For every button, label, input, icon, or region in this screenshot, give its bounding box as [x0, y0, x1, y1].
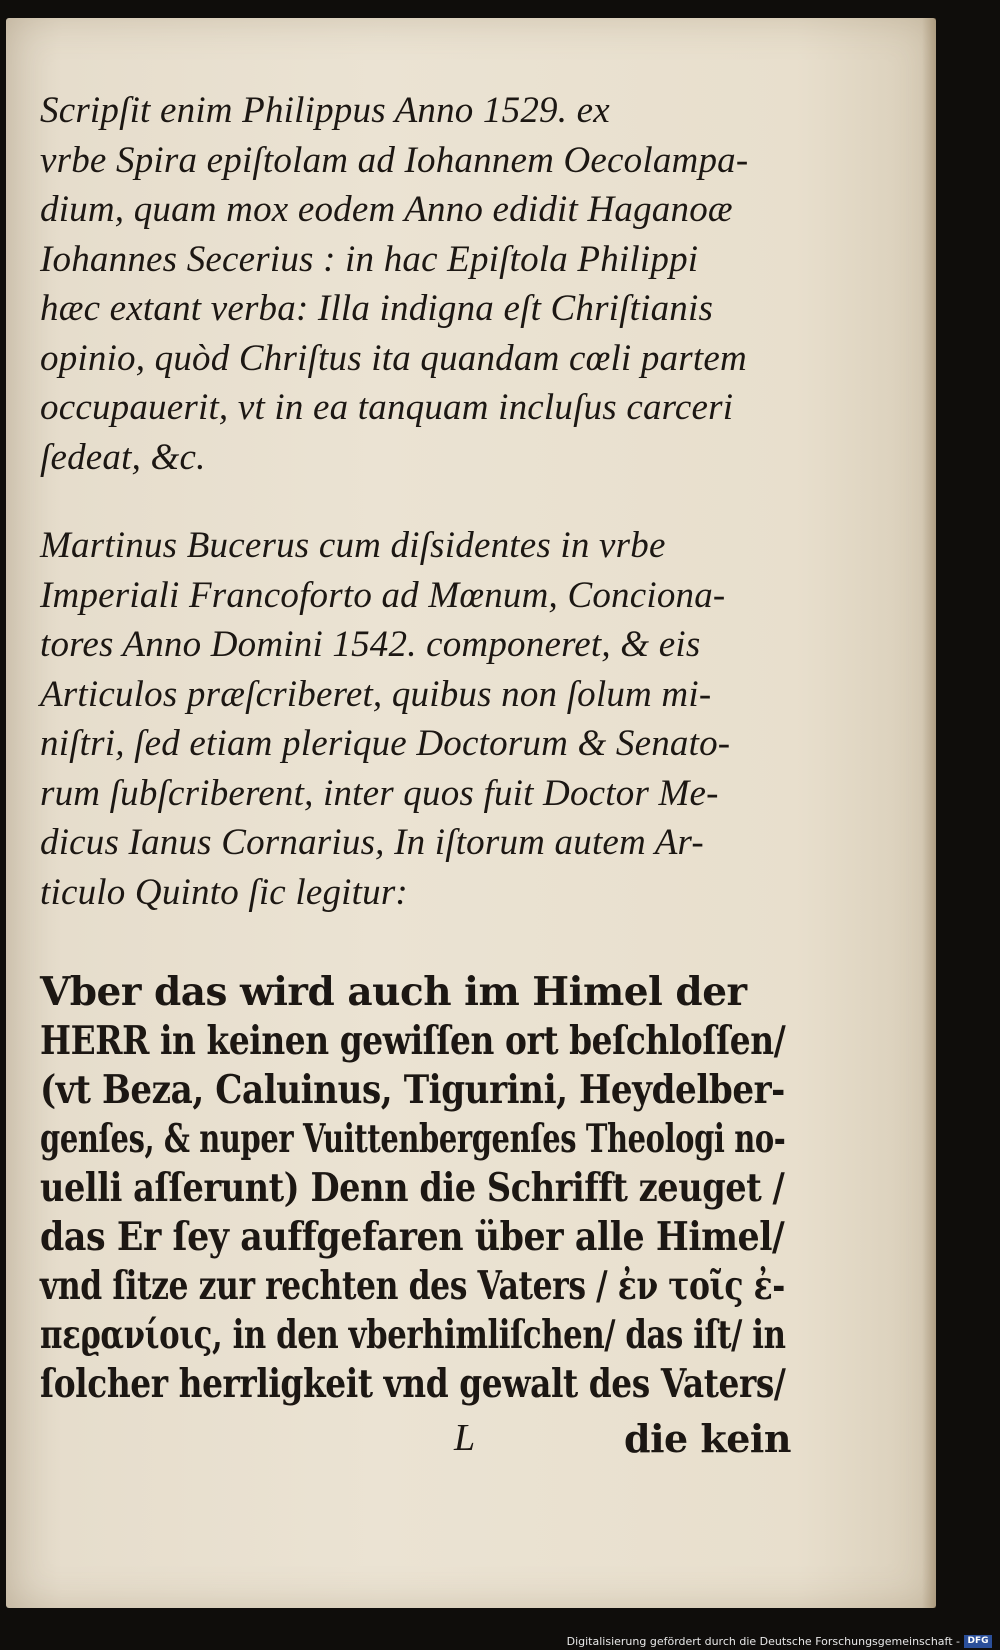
- signature-mark: L: [454, 1417, 476, 1459]
- text-line: dicus Ianus Cornarius, In iſtorum autem Ar-: [40, 822, 704, 863]
- text-line: opinio, quòd Chriſtus ita quandam cœli partem: [40, 337, 747, 379]
- text-line: dium, quam mox eodem Anno edidit Haganoæ: [40, 189, 733, 230]
- paragraph-german-blackletter: [40, 968, 785, 1409]
- text-line: ticulo Quinto ſic legitur:: [40, 871, 408, 913]
- catchword: die kein: [624, 1416, 791, 1461]
- dfg-logo: DFG: [964, 1635, 992, 1648]
- text-line: vnd ſitze zur rechten des Vaters / ἐν τοῖς ἐ-: [40, 1263, 785, 1309]
- page-edge-shadow: [922, 18, 936, 1608]
- text-line: Scripſit enim Philippus Anno 1529. ex: [40, 90, 610, 131]
- text-line: Martinus Bucerus cum diſsidentes in vrbe: [40, 525, 666, 566]
- text-line: ſedeat, &c.: [40, 436, 206, 478]
- text-line: ſolcher herrligkeit vnd gewalt des Vaters/: [40, 1361, 786, 1407]
- text-line: Iohannes Secerius : in hac Epiſtola Philippi: [40, 238, 699, 280]
- text-line: HERR in keinen gewiſſen ort beſchloſſen/: [40, 1018, 786, 1064]
- text-line: das Er ſey auffgefaren über alle Himel/: [40, 1214, 785, 1260]
- text-line: πεϱανίοις, in den vberhimliſchen/ das iſt/ in: [40, 1312, 786, 1358]
- paragraph-latin-bucerus: [40, 521, 785, 917]
- text-line: tores Anno Domini 1542. componeret, & eis: [40, 624, 701, 665]
- text-line: Articulos præſcriberet, quibus non ſolum mi-: [40, 673, 712, 715]
- paragraph-latin-philippus: [40, 86, 785, 482]
- text-line: hæc extant verba: Illa indigna eſt Chriſtianis: [40, 288, 714, 329]
- footer-credit: Digitalisierung gefördert durch die Deutsche Forschungsgemeinschaft -: [566, 1635, 960, 1648]
- text-line: (vt Beza, Caluinus, Tigurini, Heydelber-: [40, 1067, 785, 1113]
- book-page: [6, 18, 936, 1608]
- text-line: uelli aſſerunt) Denn die Schrifft zeuget /: [40, 1165, 785, 1211]
- footer-bar: [0, 1632, 1000, 1650]
- text-line: occupauerit, vt in ea tanquam incluſus carceri: [40, 387, 734, 428]
- text-line: rum ſubſcriberent, inter quos fuit Doctor Me-: [40, 772, 719, 814]
- text-line: niſtri, ſed etiam plerique Doctorum & Senato-: [40, 723, 731, 764]
- text-line: Vber das wird auch im Himel der: [40, 969, 747, 1015]
- text-line: vrbe Spira epiſtolam ad Iohannem Oecolampa-: [40, 139, 749, 181]
- text-line: genſes, & nuper Vuittenbergenſes Theologi no-: [40, 1116, 786, 1162]
- text-line: Imperiali Francoforto ad Mœnum, Conciona-: [40, 574, 726, 616]
